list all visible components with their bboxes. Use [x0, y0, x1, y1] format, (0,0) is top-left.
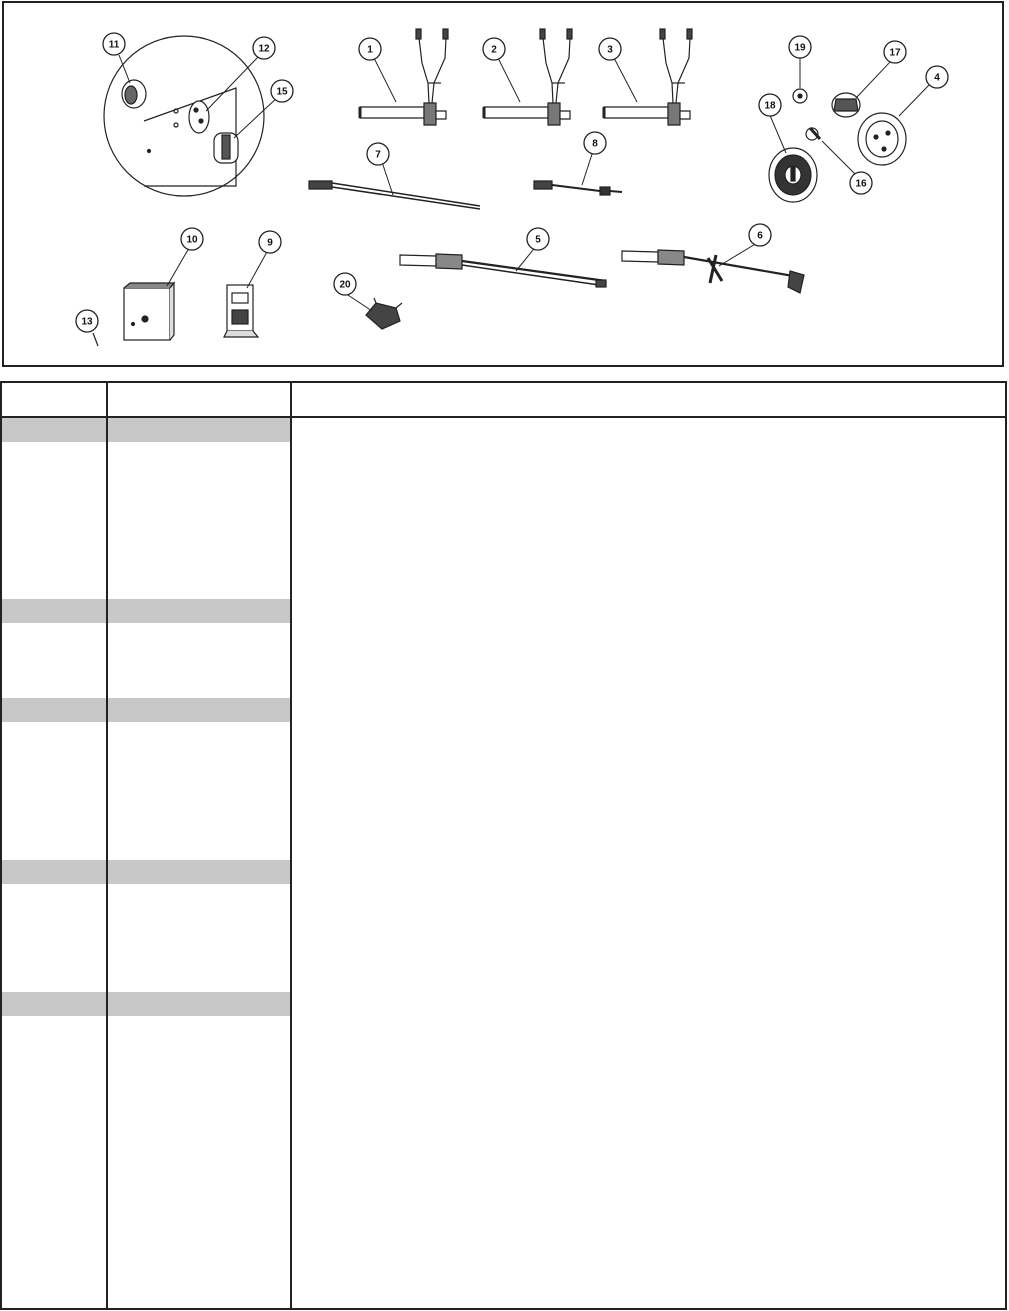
- callout-number: 3: [607, 44, 613, 56]
- group-row-band: [2, 418, 290, 442]
- callout-number: 12: [258, 43, 270, 55]
- callout-number: 5: [535, 234, 541, 246]
- callout-number: 6: [757, 230, 763, 242]
- callout-number: 9: [267, 237, 273, 249]
- probe-8: [534, 181, 622, 195]
- dial-hardware: [769, 89, 906, 202]
- callout-number: 17: [889, 47, 901, 59]
- column-divider: [290, 383, 292, 1308]
- callout-number: 2: [491, 44, 497, 56]
- group-row-band: [2, 698, 290, 722]
- column-divider: [106, 383, 108, 1308]
- callout-number: 8: [592, 138, 598, 150]
- group-row-band: [2, 599, 290, 623]
- probe-7: [309, 181, 480, 209]
- callout-number: 18: [764, 100, 776, 112]
- callout-number: 11: [108, 39, 120, 51]
- parts-diagram: [2, 1, 1004, 367]
- callout-number: 13: [81, 316, 93, 328]
- callout-number: 16: [855, 178, 867, 190]
- connector-20: [366, 298, 402, 329]
- parts-list-table: [0, 381, 1007, 1310]
- control-box-9: [224, 285, 258, 337]
- group-row-band: [2, 860, 290, 884]
- callout-bubbles: [76, 33, 948, 332]
- callout-number: 4: [934, 72, 940, 84]
- callout-number: 19: [794, 42, 806, 54]
- callout-number: 15: [276, 86, 288, 98]
- callout-number: 7: [375, 149, 381, 161]
- callout-number: 1: [367, 44, 373, 56]
- exploded-view-drawing: [4, 3, 1004, 367]
- group-row-band: [2, 992, 290, 1016]
- control-panel-detail: [104, 36, 264, 196]
- callout-number: 10: [186, 234, 198, 246]
- rod-6: [622, 250, 804, 293]
- control-box-10: [124, 283, 174, 340]
- rod-5: [400, 254, 606, 287]
- callout-number: 20: [339, 279, 351, 291]
